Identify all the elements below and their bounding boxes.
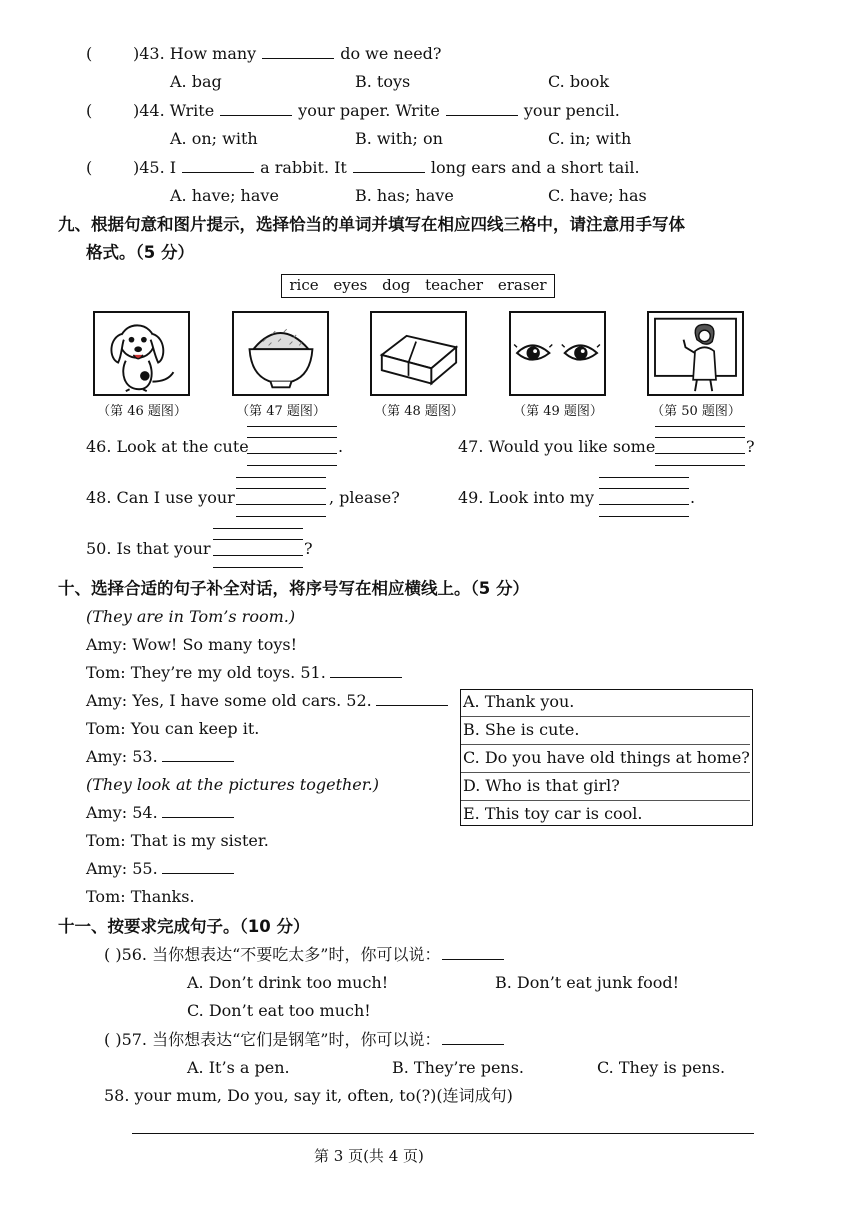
q44-stem: )44. Write your paper. Write your pencil. [133,101,620,120]
q43-stem: )43. How many do we need? [133,44,442,63]
dialogue-line: Amy: Yes, I have some old cars. 52. [86,691,454,711]
dog-icon [95,313,188,394]
answer-blank[interactable] [220,101,292,116]
q44-option-c[interactable]: C. in; with [548,129,632,148]
answer-blank-53[interactable] [162,747,234,762]
q50-text: 50. Is that your [86,539,211,558]
q43-option-b[interactable]: B. toys [355,72,411,91]
option-e: E. This toy car is cool. [463,804,643,823]
answer-blank[interactable] [446,101,518,116]
dog-picture [93,311,190,396]
answer-blank[interactable] [182,158,254,173]
q44-option-a[interactable]: A. on; with [170,129,258,148]
caption-49: （第 49 题图） [513,404,603,419]
caption-47: （第 47 题图） [236,404,326,419]
q43-option-c[interactable]: C. book [548,72,610,91]
answer-blank[interactable] [262,44,334,59]
q44-paren: ( [86,101,93,120]
q43-paren: ( [86,44,93,63]
word-bank-item: dog [382,276,411,294]
dialogue-line: Tom: That is my sister. [86,831,269,850]
word-bank-item: eraser [497,276,547,294]
q49-end: . [690,488,696,507]
stage-direction: (They look at the pictures together.) [86,775,379,794]
rice-picture [232,311,329,396]
section-9-title-cont: 格式。（5 分） [86,243,194,262]
dialogue-line: Amy: 54. [86,803,240,823]
q48-end: , please? [329,488,400,507]
q45-paren: ( [86,158,93,177]
footer-rule [132,1133,754,1134]
eyes-picture [509,311,606,396]
caption-50: （第 50 题图） [651,404,741,419]
stage-direction: (They are in Tom’s room.) [86,607,296,626]
q58-stem: 58. your mum, Do you, say it, often, to(?)(连词成句) [104,1086,513,1105]
dialogue-line: Amy: 53. [86,747,240,767]
q45-option-b[interactable]: B. has; have [355,186,454,205]
word-bank-item: eyes [333,276,368,294]
four-line-grid-46[interactable] [247,426,337,466]
caption-46: （第 46 题图） [97,404,187,419]
dialogue-line: Tom: You can keep it. [86,719,260,738]
q45-option-c[interactable]: C. have; has [548,186,647,205]
word-bank-item: rice [289,276,319,294]
q57-stem: ( )57. 当你想表达“它们是钢笔”时，你可以说： [104,1030,510,1050]
q43-option-a[interactable]: A. bag [170,72,222,91]
teacher-picture [647,311,744,396]
four-line-grid-50[interactable] [213,528,303,568]
q46-text: 46. Look at the cute [86,437,249,456]
q57-option-c[interactable]: C. They is pens. [597,1058,726,1077]
dialogue-line: Amy: 55. [86,859,240,879]
eraser-picture [370,311,467,396]
q56-stem: ( )56. 当你想表达“不要吃太多”时，你可以说： [104,945,510,965]
answer-blank-57[interactable] [442,1030,504,1045]
rice-bowl-icon [234,313,327,394]
option-c: C. Do you have old things at home? [463,748,750,767]
teacher-icon [649,313,742,394]
q45-option-a[interactable]: A. have; have [170,186,279,205]
q57-option-b[interactable]: B. They’re pens. [392,1058,525,1077]
q56-option-a[interactable]: A. Don’t drink too much! [187,973,389,992]
q48-text: 48. Can I use your [86,488,235,507]
answer-blank-52[interactable] [376,691,448,706]
q47-end: ? [746,437,755,456]
option-b: B. She is cute. [463,720,580,739]
section-9-title: 九、根据句意和图片提示，选择恰当的单词并填写在相应四线三格中，请注意用手写体 [58,215,685,234]
answer-blank-54[interactable] [162,803,234,818]
answer-blank-56[interactable] [442,945,504,960]
q56-option-b[interactable]: B. Don’t eat junk food! [495,973,680,992]
q49-text: 49. Look into my [458,488,594,507]
options-box [460,689,753,826]
option-a: A. Thank you. [463,692,575,711]
answer-blank-51[interactable] [330,663,402,678]
four-line-grid-47[interactable] [655,426,745,466]
answer-blank[interactable] [353,158,425,173]
q50-end: ? [304,539,313,558]
option-d: D. Who is that girl? [463,776,620,795]
q56-option-c[interactable]: C. Don’t eat too much! [187,1001,371,1020]
page-number: 第 3 页(共 4 页) [314,1147,424,1165]
q44-option-b[interactable]: B. with; on [355,129,443,148]
q47-text: 47. Would you like some [458,437,656,456]
eyes-icon [511,313,604,394]
eraser-icon [372,313,465,394]
dialogue-line: Tom: Thanks. [86,887,195,906]
q57-option-a[interactable]: A. It’s a pen. [187,1058,290,1077]
section-11-title: 十一、按要求完成句子。（10 分） [58,917,310,936]
word-bank-item: teacher [425,276,484,294]
dialogue-line: Amy: Wow! So many toys! [86,635,298,654]
q45-stem: )45. I a rabbit. It long ears and a short tail. [133,158,640,177]
q46-end: . [338,437,344,456]
word-bank [281,274,555,298]
four-line-grid-49[interactable] [599,477,689,517]
four-line-grid-48[interactable] [236,477,326,517]
dialogue-line: Tom: They’re my old toys. 51. [86,663,408,683]
answer-blank-55[interactable] [162,859,234,874]
section-10-title: 十、选择合适的句子补全对话，将序号写在相应横线上。（5 分） [58,579,529,598]
caption-48: （第 48 题图） [374,404,464,419]
